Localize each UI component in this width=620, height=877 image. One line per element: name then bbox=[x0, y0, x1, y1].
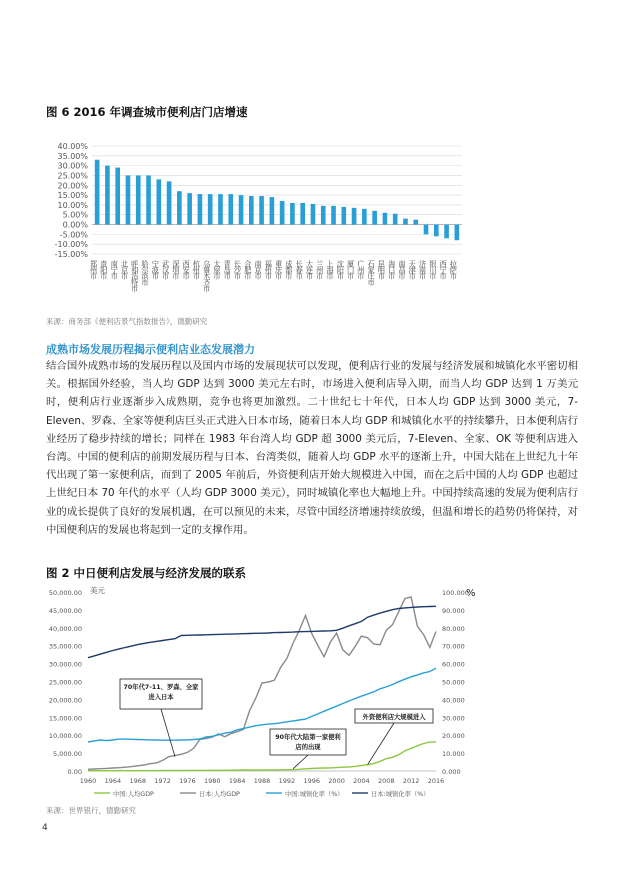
x-category-label: 深圳市 bbox=[171, 260, 181, 279]
x-category-label: 济南市 bbox=[418, 260, 428, 279]
x-tick-label: 2000 bbox=[328, 777, 345, 785]
bar bbox=[259, 196, 264, 224]
series-line bbox=[88, 606, 436, 657]
bar bbox=[198, 194, 203, 224]
x-category-label: 南京市 bbox=[254, 260, 264, 279]
x-category-label: 南宁市 bbox=[110, 260, 120, 279]
y-tick-label: 10.00% bbox=[57, 200, 88, 210]
bar bbox=[290, 203, 295, 225]
x-category-label: 杭州市 bbox=[192, 260, 202, 279]
x-tick-label: 1964 bbox=[104, 777, 122, 785]
x-category-label: 大连市 bbox=[305, 260, 315, 279]
y-tick-label: -15.00% bbox=[54, 250, 88, 259]
figure2-source: 来源：世界银行，德勤研究 bbox=[46, 806, 136, 815]
x-category-label: 海口市 bbox=[387, 260, 397, 279]
annotation-china-first-store-pointer bbox=[293, 755, 308, 769]
x-category-label: 广州市 bbox=[356, 260, 366, 279]
x-tick-label: 2004 bbox=[353, 777, 370, 785]
bar bbox=[331, 206, 336, 225]
legend-label: 中国:人均GDP bbox=[113, 791, 154, 798]
page-number: 4 bbox=[42, 823, 48, 833]
annotation-china-first-store-text: 90年代大陆第一家便利 bbox=[275, 734, 341, 741]
x-category-label: 成都市 bbox=[284, 260, 294, 279]
x-tick-label: 2016 bbox=[427, 777, 445, 785]
bar bbox=[208, 194, 213, 224]
figure6-bar-chart bbox=[0, 140, 620, 320]
left-tick-label: 40,000.00 bbox=[48, 624, 82, 633]
body-paragraph: 结合国外成熟市场的发展历程以及国内市场的发展现状可以发现，便利店行业的发展与经济发展和城镇化水平密切相关。根据国外经验，当人均 GDP 达到 3000 美元左右时，市场进入便利店导入期，而当人均 GDP 达到 1 万美元时，便利店行业逐渐步入成熟期，竞争也将更加激烈。二十世纪七十年代，日本人均 GDP 达到 3000 美元，7-Eleven、罗森、全家等便利店巨头正式进入日本市场，随着日本人均 GDP 和城镇化水平的持续攀升，日本便利店行业经历了稳步持续的增长；同样在 1983 年台湾人均 GDP 超 3000 美元后，7-Eleven、全家、OK 等便利店进入台湾。中国的便利店的前期发展历程与日本、台湾类似，随着人均 GDP 水平的逐渐上升，中国大陆在上世纪九十年代出现了第一家便利店，而到了 2005 年前后，外资便利店开始大规模进入中国，而在之后中国的人均 GDP 也超过上世纪日本 70 年代的水平（人均 GDP 3000 美元），同时城镇化率也大幅地上升。中国持续高速的发展为便利店行业的成长提供了良好的发展机遇，在可以预见的未来，尽管中国经济增速持续放缓，但温和增长的趋势仍将保持，对中国便利店的发展也将起到一定的支撑作用。 bbox=[46, 360, 578, 536]
x-category-label: 合肥市 bbox=[243, 260, 253, 279]
x-category-label: 郑州市 bbox=[89, 260, 99, 279]
x-category-label: 青岛市 bbox=[223, 260, 233, 279]
y-tick-label: -10.00% bbox=[54, 240, 88, 250]
x-tick-label: 1988 bbox=[253, 777, 271, 785]
bar bbox=[413, 220, 418, 225]
left-axis-unit: 美元 bbox=[90, 586, 105, 595]
left-tick-label: 35,000.00 bbox=[48, 642, 82, 651]
x-category-label: 哈尔滨市 bbox=[141, 260, 151, 285]
left-tick-label: 30,000.00 bbox=[48, 660, 82, 669]
x-tick-label: 1960 bbox=[79, 777, 97, 785]
x-tick-label: 1968 bbox=[129, 777, 146, 785]
x-category-label: 北京市 bbox=[120, 260, 130, 279]
right-tick-label: 0.000 bbox=[442, 768, 461, 776]
right-tick-label: 20.000 bbox=[442, 732, 465, 741]
bar bbox=[362, 209, 367, 225]
left-tick-label: 45,000.00 bbox=[48, 606, 82, 615]
x-tick-label: 1976 bbox=[179, 777, 196, 785]
legend-label: 中国:城镇化率（%） bbox=[285, 791, 344, 798]
x-tick-label: 1980 bbox=[204, 777, 221, 785]
right-tick-label: 30.000 bbox=[442, 714, 465, 723]
y-tick-label: 15.00% bbox=[57, 191, 88, 201]
x-category-label: 兰州市 bbox=[315, 260, 325, 279]
bar bbox=[321, 206, 326, 225]
x-category-label: 乌鲁木齐市 bbox=[202, 260, 212, 291]
bar bbox=[455, 225, 460, 241]
bar bbox=[187, 193, 192, 224]
right-tick-label: 10.000 bbox=[442, 750, 465, 759]
x-category-label: 西宁市 bbox=[439, 260, 449, 279]
annotation-foreign-entry-text: 外资便利店大规模进入 bbox=[362, 714, 426, 721]
figure6-title: 图 6 2016 年调查城市便利店门店增速 bbox=[46, 105, 248, 119]
y-tick-label: -5.00% bbox=[59, 230, 88, 240]
x-category-label: 武汉市 bbox=[161, 260, 171, 279]
x-category-label: 昆明市 bbox=[377, 260, 387, 279]
left-tick-label: 5,000.00 bbox=[53, 750, 82, 759]
right-tick-label: 50.000 bbox=[442, 678, 465, 687]
y-tick-label: 25.00% bbox=[57, 171, 88, 181]
bar bbox=[372, 211, 377, 225]
x-tick-label: 1984 bbox=[228, 777, 246, 785]
x-category-label: 天津市 bbox=[408, 260, 418, 279]
x-category-label: 石家庄市 bbox=[367, 260, 377, 285]
bar bbox=[177, 191, 182, 224]
x-category-label: 长春市 bbox=[295, 260, 305, 279]
bar bbox=[393, 214, 398, 225]
left-tick-label: 10,000.00 bbox=[48, 732, 82, 741]
y-tick-label: 35.00% bbox=[57, 151, 88, 161]
x-tick-label: 2008 bbox=[378, 777, 395, 785]
bar bbox=[403, 219, 408, 225]
bar bbox=[105, 166, 110, 225]
annotation-japan-entry-text: 进入日本 bbox=[148, 694, 174, 701]
y-tick-label: 40.00% bbox=[57, 142, 88, 151]
bar bbox=[300, 203, 305, 225]
x-category-label: 宁波市 bbox=[151, 260, 161, 279]
figure2-title: 图 2 中日便利店发展与经济发展的联系 bbox=[46, 566, 247, 580]
y-tick-label: 20.00% bbox=[57, 181, 88, 191]
x-tick-label: 2012 bbox=[402, 777, 420, 785]
right-tick-label: 100.000 bbox=[442, 589, 469, 597]
bar bbox=[270, 197, 275, 224]
x-category-label: 重庆市 bbox=[274, 260, 284, 279]
right-tick-label: 60.000 bbox=[442, 660, 465, 669]
x-category-label: 福州市 bbox=[264, 260, 274, 279]
right-tick-label: 90.000 bbox=[442, 606, 465, 615]
right-tick-label: 80.000 bbox=[442, 624, 465, 633]
right-tick-label: 70.000 bbox=[442, 642, 465, 651]
bar bbox=[218, 194, 223, 224]
left-tick-label: 25,000.00 bbox=[48, 678, 82, 687]
left-tick-label: 50,000.00 bbox=[48, 589, 82, 597]
bar bbox=[115, 168, 120, 225]
figure6-source: 来源：商务部《便利店景气指数报告》，德勤研究 bbox=[46, 317, 208, 326]
bar bbox=[444, 225, 449, 239]
left-tick-label: 15,000.00 bbox=[48, 714, 82, 723]
bar bbox=[311, 204, 316, 225]
y-tick-label: 30.00% bbox=[57, 161, 88, 171]
bar bbox=[352, 208, 357, 225]
bar bbox=[146, 175, 151, 224]
x-category-label: 南昌市 bbox=[397, 260, 407, 279]
x-category-label: 太原市 bbox=[212, 260, 222, 279]
left-tick-label: 0.00 bbox=[67, 768, 82, 776]
bar bbox=[341, 207, 346, 225]
annotation-china-first-store-text: 店的出现 bbox=[295, 744, 321, 751]
bar bbox=[167, 181, 172, 224]
x-category-label: 银川市 bbox=[428, 260, 438, 279]
legend-label: 日本:城镇化率（%） bbox=[371, 791, 430, 798]
left-tick-label: 20,000.00 bbox=[48, 696, 82, 705]
series-line bbox=[88, 742, 436, 771]
bar bbox=[136, 175, 141, 224]
x-category-label: 呼和浩特市 bbox=[130, 260, 140, 291]
x-category-label: 西安市 bbox=[182, 260, 192, 279]
x-category-label: 沈阳市 bbox=[336, 260, 346, 279]
annotation-japan-entry-text: 70年代7-11、罗森、全家 bbox=[123, 684, 199, 691]
figure2-line-chart bbox=[0, 582, 620, 802]
bar bbox=[434, 225, 439, 237]
section-heading: 成熟市场发展历程揭示便利店业态发展潜力 bbox=[46, 343, 255, 356]
y-tick-label: 5.00% bbox=[62, 210, 88, 220]
right-axis-unit: % bbox=[466, 588, 476, 599]
x-tick-label: 1992 bbox=[278, 777, 296, 785]
annotation-china-first-store-box bbox=[270, 729, 346, 755]
x-category-label: 贵阳市 bbox=[99, 260, 109, 279]
bar bbox=[156, 179, 161, 224]
legend-label: 日本:人均GDP bbox=[199, 791, 240, 798]
bar bbox=[95, 160, 100, 225]
x-category-label: 厦门市 bbox=[346, 260, 356, 279]
bar bbox=[239, 195, 244, 224]
bar bbox=[280, 201, 285, 225]
bar bbox=[228, 194, 233, 224]
x-tick-label: 1996 bbox=[303, 777, 320, 785]
y-tick-label: 0.00% bbox=[62, 220, 88, 230]
bar bbox=[126, 175, 131, 224]
x-category-label: 上海市 bbox=[326, 260, 336, 279]
x-tick-label: 1972 bbox=[154, 777, 171, 785]
bar bbox=[424, 225, 429, 235]
x-category-label: 拉萨市 bbox=[449, 260, 459, 279]
bar bbox=[249, 196, 254, 224]
annotation-japan-entry-pointer bbox=[161, 709, 175, 757]
x-category-label: 长沙市 bbox=[233, 260, 243, 279]
right-tick-label: 40.000 bbox=[442, 696, 465, 705]
bar bbox=[383, 213, 388, 225]
